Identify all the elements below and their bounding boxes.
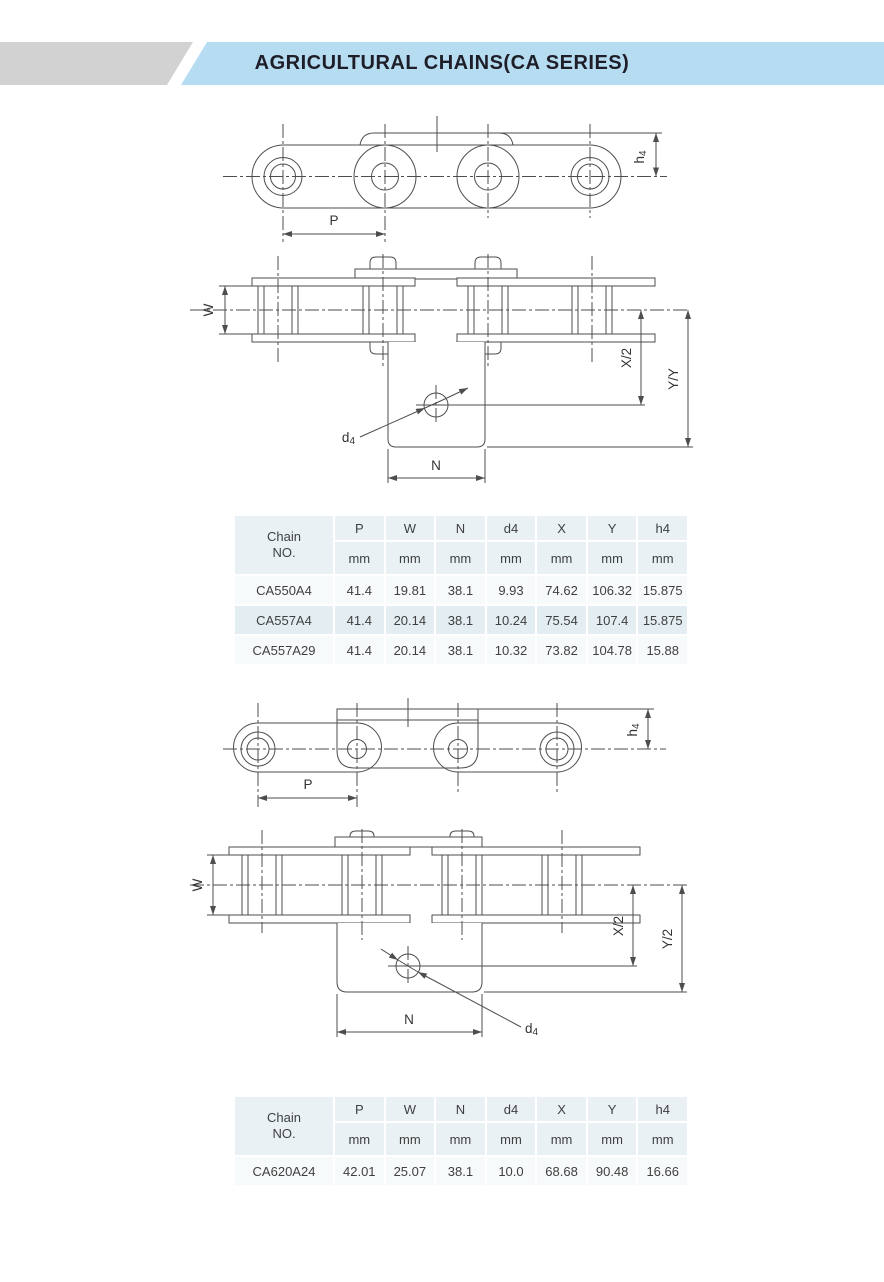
dimension-label-h4: h4: [632, 150, 649, 164]
value-cell: 25.07: [386, 1157, 435, 1185]
dimension-label-y2: Y/2: [660, 928, 675, 950]
column-header: X: [537, 516, 586, 540]
value-cell: 41.4: [335, 606, 384, 634]
unit-cell: mm: [487, 542, 536, 574]
column-header: N: [436, 1097, 485, 1121]
column-header: d4: [487, 1097, 536, 1121]
unit-cell: mm: [335, 1123, 384, 1155]
dimension-label-x2: X/2: [619, 347, 634, 369]
value-cell: 73.82: [537, 636, 586, 664]
outer-plate: [457, 278, 655, 286]
column-header: h4: [638, 516, 687, 540]
unit-cell: mm: [386, 1123, 435, 1155]
value-cell: 41.4: [335, 576, 384, 604]
column-header: N: [436, 516, 485, 540]
value-cell: 104.78: [588, 636, 637, 664]
chain-no-cell: CA620A24: [235, 1157, 333, 1185]
unit-cell: mm: [588, 1123, 637, 1155]
value-cell: 20.14: [386, 606, 435, 634]
value-cell: 19.81: [386, 576, 435, 604]
column-header: Y: [588, 516, 637, 540]
diagram-side-view-b: [218, 695, 668, 830]
unit-cell: mm: [638, 542, 687, 574]
unit-cell: mm: [386, 542, 435, 574]
unit-cell: mm: [335, 542, 384, 574]
chain-no-cell: CA550A4: [235, 576, 333, 604]
dimension-label-h4: h4: [625, 723, 642, 737]
value-cell: 38.1: [436, 1157, 485, 1185]
outer-plate: [252, 334, 415, 342]
column-header: d4: [487, 516, 536, 540]
dimension-label-x2: X/2: [611, 915, 626, 937]
chain-no-cell: CA557A4: [235, 606, 333, 634]
outer-plate: [432, 847, 640, 855]
column-header: P: [335, 516, 384, 540]
column-header: h4: [638, 1097, 687, 1121]
dimension-label-p: P: [303, 777, 313, 792]
unit-cell: mm: [487, 1123, 536, 1155]
chain-no-header: [235, 1097, 333, 1155]
column-header: Y: [588, 1097, 637, 1121]
spec-table-1: [235, 516, 687, 664]
unit-cell: mm: [537, 542, 586, 574]
unit-cell: mm: [436, 542, 485, 574]
diagram-side-view-a: [215, 112, 675, 257]
value-cell: 41.4: [335, 636, 384, 664]
value-cell: 9.93: [487, 576, 536, 604]
dimension-label-d4: d4: [525, 1021, 539, 1038]
value-cell: 15.88: [638, 636, 687, 664]
page-title: AGRICULTURAL CHAINS(CA SERIES): [254, 52, 630, 74]
chain-no-header-line: NO.: [272, 1126, 296, 1141]
chain-no-header: [235, 516, 333, 574]
diagram-plan-view-a: [185, 252, 700, 492]
middle-link-plate: [335, 837, 482, 847]
value-cell: 106.32: [588, 576, 637, 604]
dimension-label-y: Y/Y: [666, 368, 681, 390]
column-header: P: [335, 1097, 384, 1121]
outer-plate: [432, 915, 640, 923]
value-cell: 16.66: [638, 1157, 687, 1185]
outer-plate: [252, 278, 415, 286]
value-cell: 10.0: [487, 1157, 536, 1185]
dimension-label-p: P: [329, 213, 339, 228]
value-cell: 15.875: [638, 576, 687, 604]
unit-cell: mm: [638, 1123, 687, 1155]
dimension-label-w: W: [201, 303, 216, 317]
value-cell: 10.32: [487, 636, 536, 664]
value-cell: 90.48: [588, 1157, 637, 1185]
value-cell: 38.1: [436, 606, 485, 634]
outer-plate: [457, 334, 655, 342]
outer-plate: [229, 915, 410, 923]
unit-cell: mm: [436, 1123, 485, 1155]
dimension-label-w: W: [190, 878, 205, 892]
value-cell: 74.62: [537, 576, 586, 604]
roller-inner-edges: [248, 855, 576, 915]
column-header: X: [537, 1097, 586, 1121]
value-cell: 75.54: [537, 606, 586, 634]
value-cell: 42.01: [335, 1157, 384, 1185]
chain-no-header-line: Chain: [267, 1110, 301, 1125]
page-banner: [0, 42, 884, 85]
unit-cell: mm: [537, 1123, 586, 1155]
value-cell: 38.1: [436, 636, 485, 664]
column-header: W: [386, 1097, 435, 1121]
dimension-label-n: N: [404, 1012, 414, 1027]
chain-no-header-line: NO.: [272, 545, 296, 560]
chain-no-cell: CA557A29: [235, 636, 333, 664]
chain-no-header-line: Chain: [267, 529, 301, 544]
unit-cell: mm: [588, 542, 637, 574]
centerlines: [223, 703, 666, 807]
value-cell: 107.4: [588, 606, 637, 634]
value-cell: 15.875: [638, 606, 687, 634]
diagram-plan-view-b: [185, 828, 700, 1063]
spec-table-2: [235, 1097, 687, 1185]
outer-plate: [229, 847, 410, 855]
dimension-label-d4: d4: [341, 430, 355, 447]
value-cell: 20.14: [386, 636, 435, 664]
value-cell: 10.24: [487, 606, 536, 634]
value-cell: 68.68: [537, 1157, 586, 1185]
value-cell: 38.1: [436, 576, 485, 604]
column-header: W: [386, 516, 435, 540]
dimension-label-n: N: [431, 458, 441, 473]
